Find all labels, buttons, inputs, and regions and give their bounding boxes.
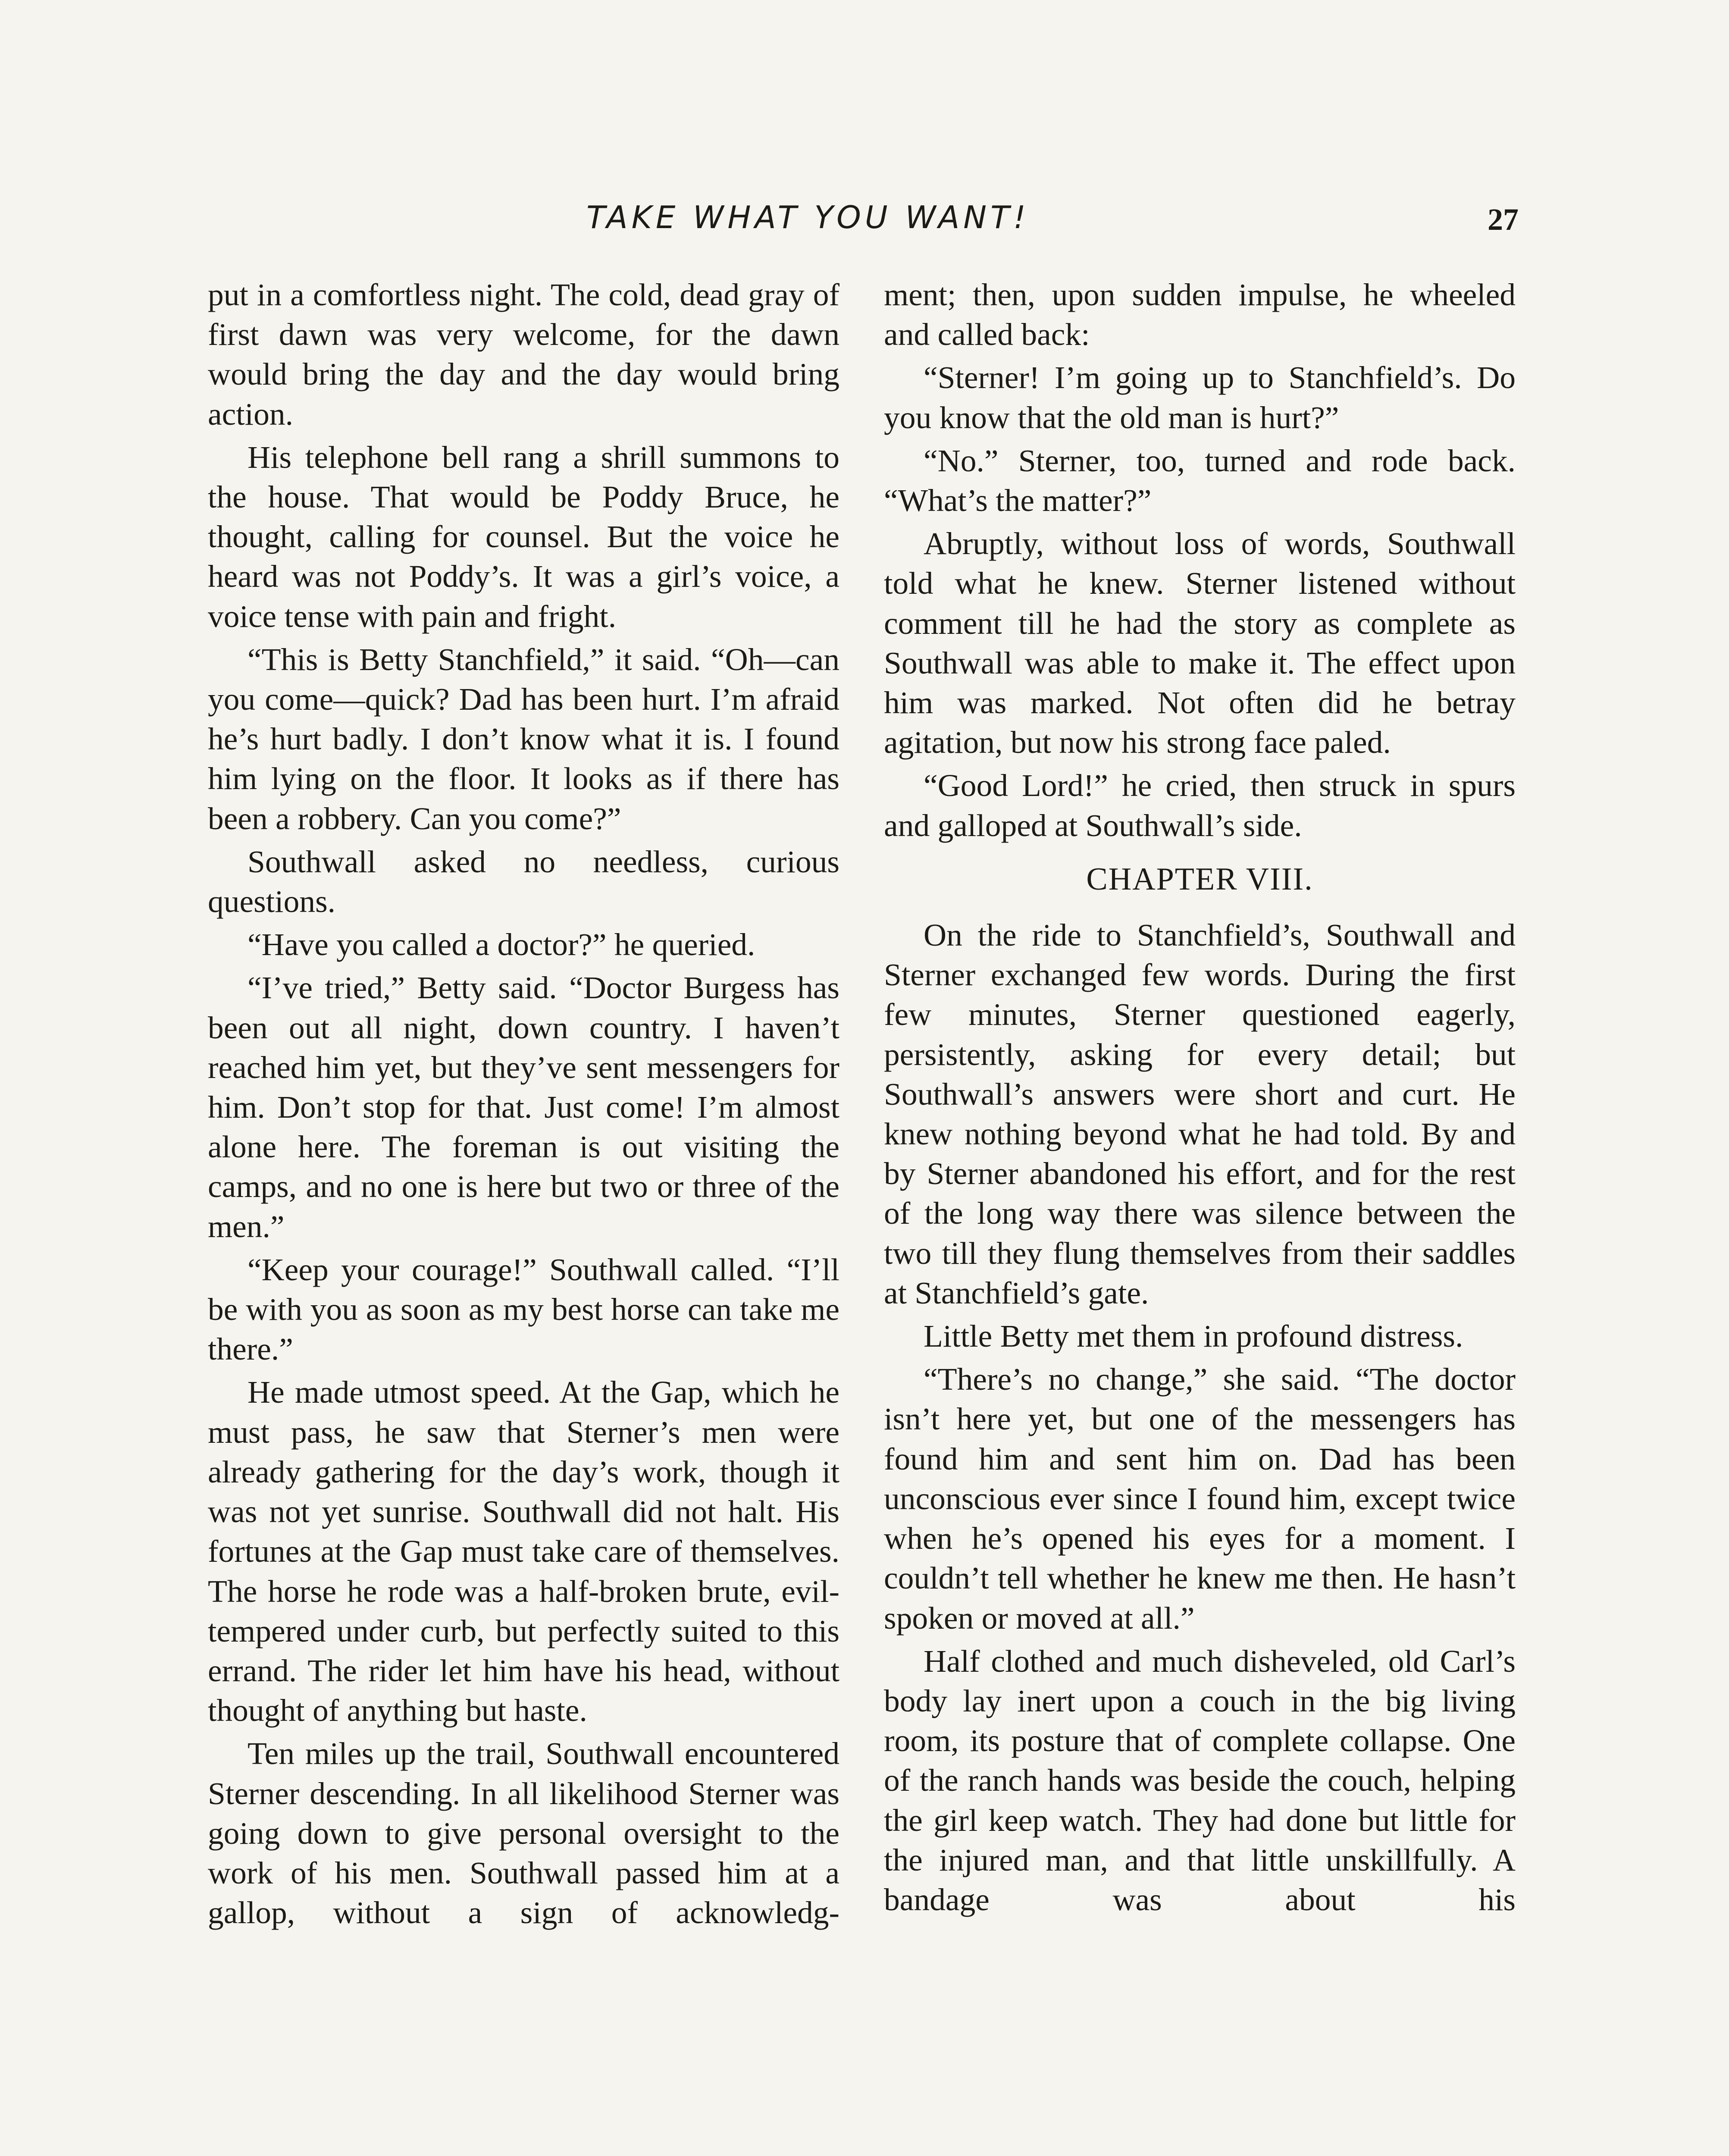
paragraph: put in a comfortless night. The cold, dead gray of first dawn was very welcome, for the dawn would bring the day and the day would bring action. (208, 277, 839, 432)
left-column (208, 275, 839, 1936)
right-column (884, 275, 1516, 1923)
paragraph: Southwall asked no needless, curious questions. (208, 844, 839, 919)
paragraph: On the ride to Stanchfield’s, Southwall and Sterner exchanged few words. During the first few minutes, Sterner questioned eagerly, persistently, asking for every detail; but Southwall’s answers were short and curt. He knew nothing beyond what he had told. By and by Sterner abandoned his effort, and for the rest of the long way there was silence between the two till they flung themselves from their saddles at Stanchfield’s gate. (884, 918, 1516, 1310)
paragraph: His telephone bell rang a shrill summons to the house. That would be Poddy Bruce, he thought, calling for counsel. But the voice he heard was not Poddy’s. It was a girl’s voice, a voice tense with pain and fright. (208, 439, 839, 634)
paragraph: Half clothed and much disheveled, old Carl’s body lay inert upon a couch in the big living room, its posture that of complete collapse. One of the ranch hands was beside the couch, helping the girl keep watch. They had done but little for the injured man, and that little unskillfully. A bandage was about his (884, 1643, 1516, 1917)
paragraph: “There’s no change,” she said. “The doctor isn’t here yet, but one of the messengers has found him and sent him on. Dad has been unconscious ever since I found him, except twice when he’s opened his eyes for a moment. I couldn’t tell whether he knew me then. He hasn’t spoken or moved at all.” (884, 1362, 1516, 1636)
paragraph: “Good Lord!” he cried, then struck in spurs and galloped at Southwall’s side. (884, 768, 1516, 843)
paragraph: “I’ve tried,” Betty said. “Doctor Burgess has been out all night, down country. I haven’t reached him yet, but they’ve sent messengers for him. Don’t stop for that. Just come! I’m almost alone here. The foreman is out visiting the camps, and no one is here but two or three of the men.” (208, 970, 839, 1244)
paragraph: “Have you called a doctor?” he queried. (247, 927, 755, 962)
paragraph: Little Betty met them in profound distress. (924, 1319, 1463, 1354)
paragraph: Ten miles up the trail, Southwall encountered Sterner descending. In all likelihood Sterner was going down to give personal oversight to the work of his men. Southwall passed him at a gallop, without a sign of acknowledg- (208, 1736, 839, 1930)
paragraph: He made utmost speed. At the Gap, which he must pass, he saw that Sterner’s men were already gathering for the day’s work, though it was not yet sunrise. Southwall did not halt. His fortunes at the Gap must take care of themselves. The horse he rode was a half-broken brute, evil-tempered under curb, but perfectly suited to this errand. The rider let him have his head, without thought of anything but haste. (208, 1375, 839, 1728)
chapter-heading: CHAPTER VIII. (1086, 861, 1313, 897)
running-title: TAKE WHAT YOU WANT! (586, 199, 1030, 235)
paragraph: ment; then, upon sudden impulse, he wheeled and called back: (884, 277, 1516, 352)
page-number: 27 (1488, 202, 1519, 237)
paragraph: Abruptly, without loss of words, Southwall told what he knew. Sterner listened without comment till he had the story as complete as Southwall was able to make it. The effect upon him was marked. Not often did he betray agitation, but now his strong face paled. (884, 526, 1516, 760)
paragraph: “This is Betty Stanchfield,” it said. “Oh—can you come—quick? Dad has been hurt. I’m afraid he’s hurt badly. I don’t know what it is. I found him lying on the floor. It looks as if there has been a robbery. Can you come?” (208, 642, 839, 836)
paragraph: “Sterner! I’m going up to Stanchfield’s. Do you know that the old man is hurt?” (884, 360, 1516, 435)
paragraph: “Keep your courage!” Southwall called. “I’ll be with you as soon as my best horse can take me there.” (208, 1252, 839, 1367)
paragraph: “No.” Sterner, too, turned and rode back. “What’s the matter?” (884, 443, 1516, 518)
